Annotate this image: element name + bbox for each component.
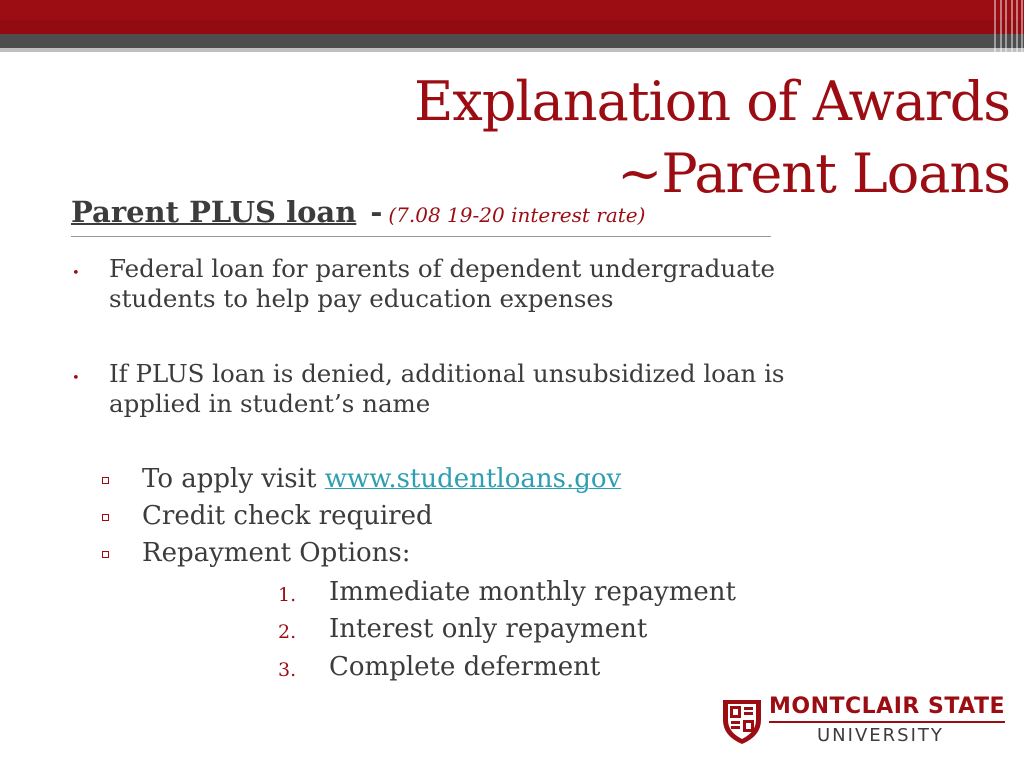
bullet-line: students to help pay education expenses <box>109 284 614 313</box>
logo-name: MONTCLAIR STATE <box>769 694 1005 719</box>
university-logo <box>721 694 1011 748</box>
option-number: 1. <box>278 584 297 606</box>
bullet-line: Federal loan for parents of dependent undergraduate <box>109 254 776 283</box>
heading-dash: - <box>370 195 383 229</box>
apply-prefix: To apply visit <box>142 464 325 494</box>
bullet-plus-denied <box>109 359 929 419</box>
bullet-marker: • <box>72 371 80 386</box>
title-line-1: Explanation of Awards <box>413 70 1010 133</box>
logo-subname: UNIVERSITY <box>817 725 944 746</box>
header-stripes <box>990 0 1024 52</box>
square-bullet-icon <box>102 551 109 558</box>
bullet-marker: • <box>72 266 80 281</box>
header-band-gray <box>0 34 1024 48</box>
sub-item-credit: Credit check required <box>142 501 433 531</box>
repayment-option: Interest only repayment <box>329 614 648 644</box>
header-band-shade <box>0 20 1024 34</box>
heading-rule <box>71 236 771 237</box>
section-heading <box>71 195 645 229</box>
shield-icon <box>721 696 763 746</box>
bullet-line: applied in student’s name <box>109 389 431 418</box>
header-band-light <box>0 48 1024 52</box>
bullet-line: If PLUS loan is denied, additional unsubsidized loan is <box>109 359 785 388</box>
square-bullet-icon <box>102 477 109 484</box>
logo-divider <box>769 721 1005 723</box>
loan-name: Parent PLUS loan <box>71 195 357 229</box>
studentloans-link[interactable]: www.studentloans.gov <box>324 464 622 494</box>
sub-item-apply <box>142 463 621 495</box>
repayment-option: Complete deferment <box>329 652 601 682</box>
bullet-federal-loan <box>109 254 929 314</box>
repayment-option: Immediate monthly repayment <box>329 577 736 607</box>
square-bullet-icon <box>102 514 109 521</box>
sub-item-repayment: Repayment Options: <box>142 538 411 568</box>
title-line-2: ~Parent Loans <box>617 142 1010 205</box>
slide-title <box>414 66 1010 210</box>
option-number: 3. <box>278 659 297 681</box>
option-number: 2. <box>278 621 297 643</box>
interest-rate: (7.08 19-20 interest rate) <box>388 203 646 227</box>
